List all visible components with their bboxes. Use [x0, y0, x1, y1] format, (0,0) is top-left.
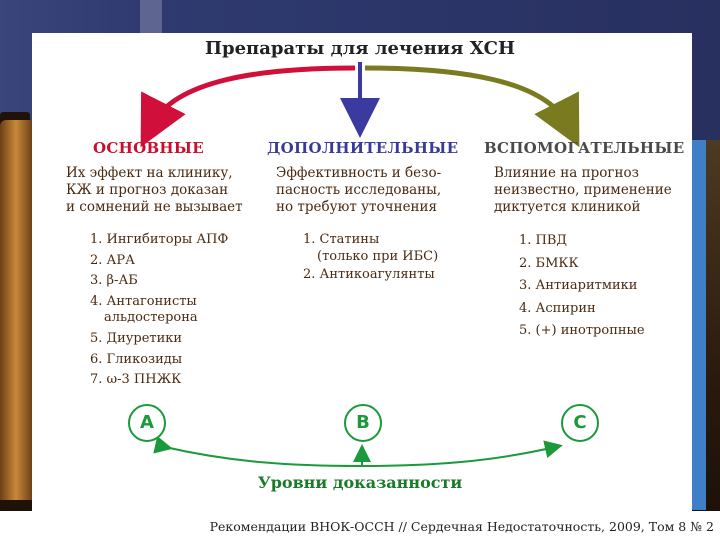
list-item: альдостерона [104, 310, 198, 326]
source-citation: Рекомендации ВНОК-ОССН // Сердечная Недостаточность, 2009, Том 8 № 2 [209, 519, 714, 534]
arrow-to-auxiliary [365, 68, 568, 125]
category-additional-description: Эффективность и безо- пасность исследованы, но требуют уточнения [276, 165, 442, 215]
category-main-list [90, 230, 228, 391]
list-item: 5. Диуретики [90, 330, 183, 346]
list-item: 1. Ингибиторы АПФ [90, 232, 229, 247]
diagram-title: Препараты для лечения ХСН [205, 38, 515, 59]
list-item: 2. БМКК [519, 255, 579, 271]
list-item: (только при ИБС) [317, 248, 439, 264]
category-additional-list [303, 230, 438, 286]
list-item: 7. ω-3 ПНЖК [90, 372, 182, 388]
list-item: 4. Антагонисты [90, 293, 197, 309]
category-auxiliary-description: Влияние на прогноз неизвестно, применение диктуется клиникой [494, 165, 672, 215]
list-item: 2. АРА [90, 252, 135, 268]
category-main-title: ОСНОВНЫЕ [93, 139, 204, 157]
list-item: 3. Антиаритмики [519, 278, 638, 293]
list-item: 5. (+) инотропные [519, 323, 645, 338]
category-main-description: Их эффект на клинику, КЖ и прогноз доказан и сомнений не вызывает [66, 165, 243, 215]
arrow-to-main [152, 68, 355, 125]
list-item: 3. β-АБ [90, 273, 138, 289]
category-auxiliary-title: ВСПОМОГАТЕЛЬНЫЕ [484, 139, 685, 157]
list-item: 1. Статины [303, 232, 380, 247]
evidence-level-a-badge: A [128, 404, 166, 442]
category-auxiliary-list [519, 230, 645, 343]
list-item: 6. Гликозиды [90, 351, 183, 367]
list-item: 4. Аспирин [519, 300, 596, 316]
evidence-arc [165, 447, 555, 466]
category-additional-title: ДОПОЛНИТЕЛЬНЫЕ [267, 139, 459, 157]
evidence-level-b-badge: B [344, 404, 382, 442]
evidence-level-c-badge: C [561, 404, 599, 442]
list-item: 1. ПВД [519, 233, 567, 248]
evidence-levels-label: Уровни доказанности [257, 473, 463, 492]
list-item: 2. Антикоагулянты [303, 267, 435, 283]
